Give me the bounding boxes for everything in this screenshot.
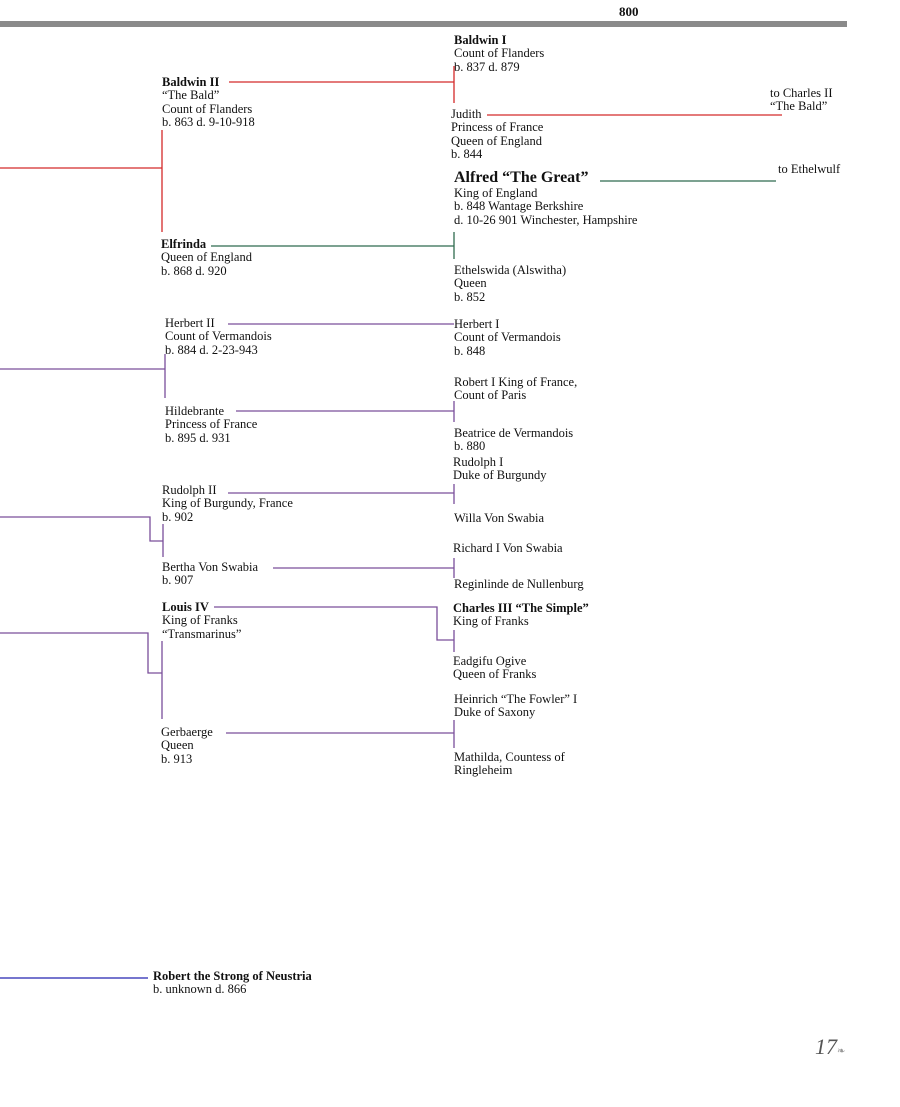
era-label: 800 <box>619 4 639 19</box>
person-detail: b. 913 <box>161 751 193 766</box>
person-willa-von-swabia <box>454 512 544 525</box>
person-reginlinde-de-nullenburg <box>454 578 584 591</box>
person-name: Rudolph II <box>162 483 217 497</box>
person-ethelswida <box>454 264 566 304</box>
person-detail: b. 863 d. 9-10-918 <box>162 114 255 129</box>
note-to-charles-ii <box>770 87 832 114</box>
person-detail: Queen <box>161 738 194 753</box>
person-robert-i <box>454 376 577 403</box>
note-line: to Charles II <box>770 86 833 100</box>
person-detail: Count of Flanders <box>162 101 253 116</box>
person-name: Judith <box>451 107 482 121</box>
person-detail: Duke of Saxony <box>454 705 536 720</box>
person-detail: b. 880 <box>454 439 486 454</box>
person-baldwin-ii <box>162 76 255 129</box>
note-to-ethelwulf: to Ethelwulf <box>778 162 841 176</box>
person-detail: b. 868 d. 920 <box>161 263 227 278</box>
person-detail: b. 848 <box>454 343 486 358</box>
person-detail: Ringleheim <box>454 763 513 778</box>
person-name: Ethelswida (Alswitha) <box>454 263 567 277</box>
person-name: Robert the Strong of Neustria <box>153 969 312 983</box>
person-eadgifu-ogive <box>453 655 536 682</box>
person-robert-the-strong <box>153 970 312 997</box>
person-detail: b. 895 d. 931 <box>165 430 231 445</box>
person-name: Beatrice de Vermandois <box>454 426 574 440</box>
page-number-value: 17 <box>815 1034 837 1059</box>
person-herbert-i <box>454 318 561 358</box>
connector-louis-iv-to-parents <box>214 607 454 640</box>
person-alfred-the-great <box>454 169 637 227</box>
person-detail: b. unknown d. 866 <box>153 982 247 997</box>
person-detail: King of England <box>454 186 538 200</box>
person-herbert-ii <box>165 317 272 357</box>
connector-left-to-rudolph-bertha <box>0 517 163 541</box>
person-name: Bertha Von Swabia <box>162 560 259 574</box>
person-hildebrante <box>165 405 257 445</box>
person-detail: Queen of England <box>451 133 542 148</box>
person-detail: King of Burgundy, France <box>162 496 293 511</box>
ornament-icon: ❧ <box>837 1046 846 1057</box>
person-name: Louis IV <box>162 600 209 614</box>
person-detail: b. 848 Wantage Berkshire <box>454 199 584 214</box>
person-name: Elfrinda <box>161 237 207 251</box>
person-detail: Queen of England <box>161 250 252 265</box>
note-line: “The Bald” <box>770 99 828 114</box>
person-detail: Count of Vermandois <box>165 329 272 344</box>
person-name: Mathilda, Countess of <box>454 750 565 764</box>
person-name: Gerbaerge <box>161 725 213 739</box>
person-name: Richard I Von Swabia <box>453 541 563 555</box>
person-rudolph-i <box>453 456 547 483</box>
person-detail: Duke of Burgundy <box>453 468 547 483</box>
person-detail: b. 907 <box>162 573 194 588</box>
connector-left-to-louis-gerbaerge <box>0 633 162 673</box>
person-mathilda <box>454 751 565 778</box>
person-detail: Queen <box>454 276 487 291</box>
person-name: Willa Von Swabia <box>454 511 545 525</box>
person-detail: b. 902 <box>162 509 194 524</box>
person-detail: b. 844 <box>451 146 483 161</box>
person-detail: b. 837 d. 879 <box>454 59 520 74</box>
person-name: Robert I King of France, <box>454 375 578 389</box>
person-judith <box>451 108 543 161</box>
person-name: Heinrich “The Fowler” I <box>454 692 578 706</box>
person-detail: Princess of France <box>165 417 258 432</box>
person-louis-iv <box>162 601 241 641</box>
person-detail: b. 884 d. 2-23-943 <box>165 342 258 357</box>
person-rudolph-ii <box>162 484 293 524</box>
person-name: Herbert II <box>165 316 215 330</box>
person-beatrice-de-vermandois <box>454 427 573 454</box>
person-detail: King of Franks <box>453 614 529 629</box>
person-name: Eadgifu Ogive <box>453 654 527 668</box>
person-detail: Count of Vermandois <box>454 330 561 345</box>
person-detail: Count of Flanders <box>454 46 545 61</box>
person-elfrinda <box>161 238 252 278</box>
person-detail: King of Franks <box>162 613 238 628</box>
person-baldwin-i <box>454 34 544 74</box>
person-heinrich-the-fowler <box>454 693 577 720</box>
person-name: Hildebrante <box>165 404 225 418</box>
person-charles-iii-the-simple <box>453 602 589 629</box>
person-detail: Princess of France <box>451 120 544 135</box>
person-name: Baldwin II <box>162 75 220 89</box>
person-detail: Count of Paris <box>454 388 527 403</box>
person-gerbaerge <box>161 726 213 766</box>
page-number <box>815 1034 845 1060</box>
person-detail: b. 852 <box>454 289 486 304</box>
person-richard-i-von-swabia <box>453 542 563 555</box>
person-name: Charles III “The Simple” <box>453 601 589 615</box>
person-name: Baldwin I <box>454 33 507 47</box>
person-detail: “The Bald” <box>162 88 220 103</box>
person-detail: Queen of Franks <box>453 667 537 682</box>
person-detail: “Transmarinus” <box>162 626 242 641</box>
person-name: Herbert I <box>454 317 500 331</box>
person-name: Alfred “The Great” <box>454 169 589 186</box>
person-detail: d. 10-26 901 Winchester, Hampshire <box>454 212 638 227</box>
person-bertha-von-swabia <box>162 561 258 588</box>
person-name: Reginlinde de Nullenburg <box>454 577 584 591</box>
person-name: Rudolph I <box>453 455 504 469</box>
